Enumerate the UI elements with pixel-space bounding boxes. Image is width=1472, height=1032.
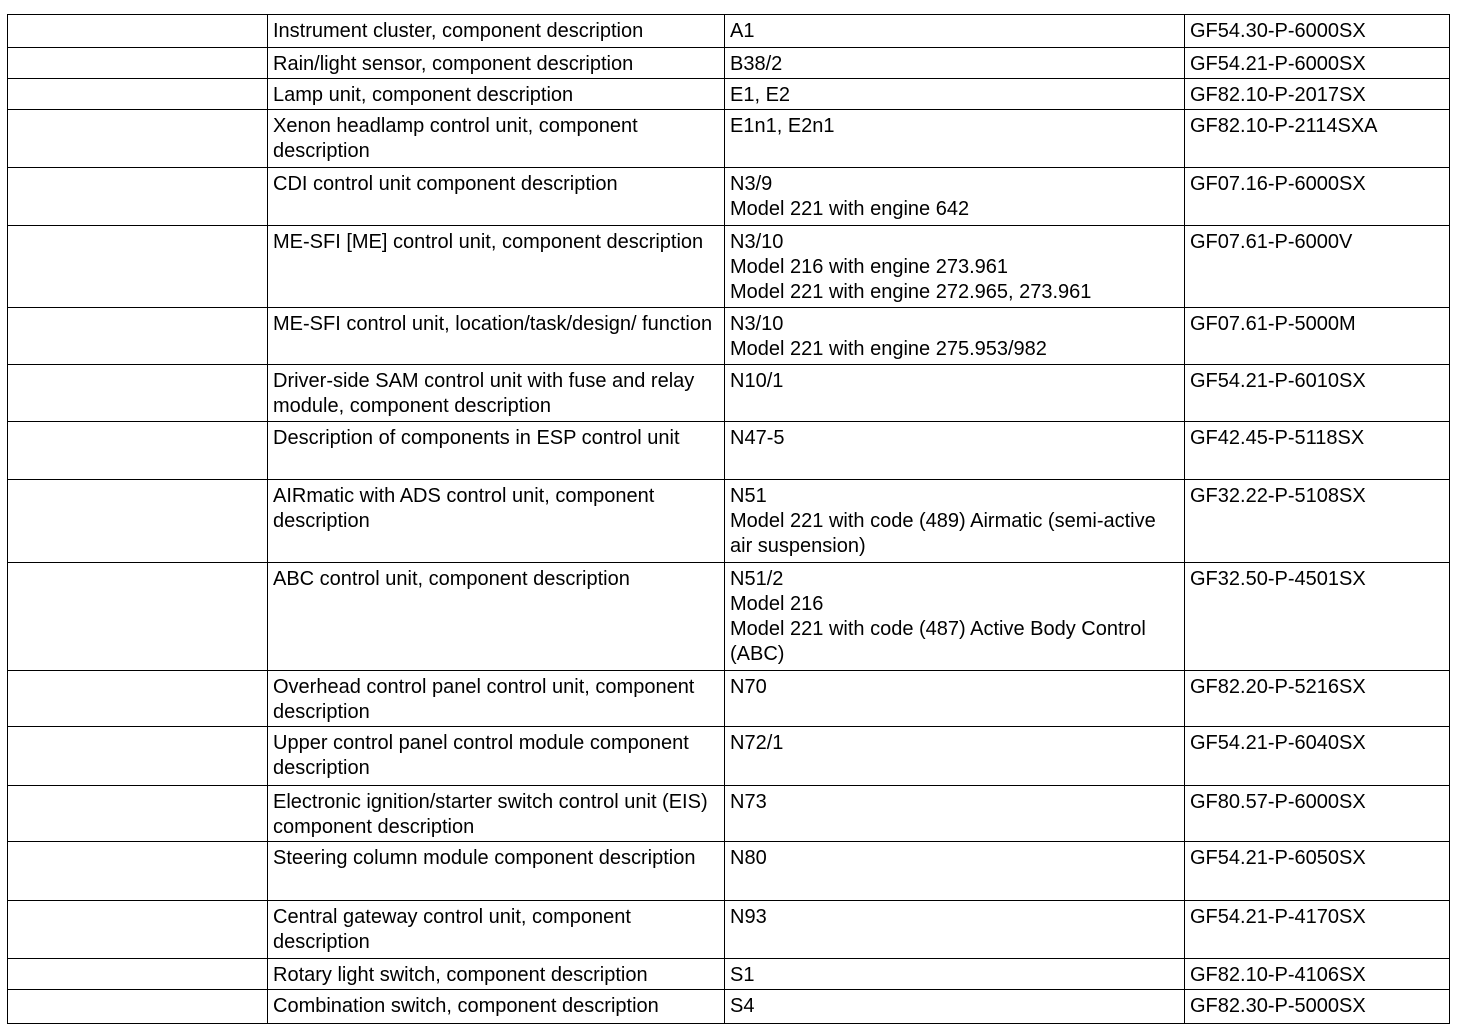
table-row [8,48,1450,79]
document-cell [1185,727,1450,786]
component-cell [725,959,1185,990]
document-number: GF82.10-P-4106SX [1190,964,1366,986]
component-cell [725,168,1185,226]
document-cell [1185,990,1450,1024]
blank-cell [8,563,268,671]
description-text: Rain/light sensor, component description [273,53,634,75]
document-number: GF54.21-P-6010SX [1190,370,1366,392]
table-row [8,959,1450,990]
component-code: N3/10 [730,231,784,253]
component-cell [725,671,1185,727]
description-cell [268,365,725,422]
table-row [8,110,1450,168]
component-cell [725,365,1185,422]
document-number: GF54.30-P-6000SX [1190,20,1366,42]
document-number: GF32.50-P-4501SX [1190,568,1366,590]
document-cell [1185,308,1450,365]
component-code: N3/9 [730,173,773,195]
document-number: GF32.22-P-5108SX [1190,485,1366,507]
document-number: GF82.20-P-5216SX [1190,676,1366,698]
table-row [8,786,1450,842]
description-text: Lamp unit, component description [273,84,574,106]
description-text: Steering column module component description [273,847,696,869]
document-cell [1185,786,1450,842]
document-number: GF54.21-P-6000SX [1190,53,1366,75]
description-cell [268,959,725,990]
document-cell [1185,480,1450,563]
document-cell [1185,110,1450,168]
document-number: GF07.16-P-6000SX [1190,173,1366,195]
document-number: GF80.57-P-6000SX [1190,791,1366,813]
description-cell [268,786,725,842]
table-row [8,15,1450,48]
component-code: N10/1 [730,370,784,392]
table-row [8,842,1450,901]
document-number: GF07.61-P-5000M [1190,313,1356,335]
component-cell [725,422,1185,480]
document-number: GF82.30-P-5000SX [1190,995,1366,1017]
blank-cell [8,480,268,563]
component-note: Model 216 [730,593,824,615]
document-number: GF54.21-P-6050SX [1190,847,1366,869]
blank-cell [8,365,268,422]
description-cell [268,480,725,563]
blank-cell [8,671,268,727]
blank-cell [8,15,268,48]
description-text: Instrument cluster, component description [273,20,644,42]
component-code: A1 [730,20,755,42]
description-text: CDI control unit component description [273,173,618,195]
description-cell [268,901,725,959]
description-cell [268,563,725,671]
component-code: S4 [730,995,755,1017]
description-cell [268,308,725,365]
description-cell [268,727,725,786]
blank-cell [8,901,268,959]
description-text: ME-SFI [ME] control unit, component description [273,231,704,253]
component-note: Model 221 with code (489) Airmatic (semi-active air suspension) [730,510,1156,557]
description-text: AIRmatic with ADS control unit, component description [273,485,655,532]
component-note: Model 221 with engine 272.965, 273.961 [730,281,1092,303]
component-cell [725,990,1185,1024]
description-cell [268,48,725,79]
description-text: Electronic ignition/starter switch control unit (EIS) component description [273,791,708,838]
component-code: N73 [730,791,767,813]
blank-cell [8,168,268,226]
blank-cell [8,727,268,786]
component-code: N70 [730,676,767,698]
document-number: GF42.45-P-5118SX [1190,427,1365,449]
description-cell [268,168,725,226]
component-cell [725,226,1185,308]
description-text: Overhead control panel control unit, component description [273,676,695,723]
component-reference-table [7,14,1450,1024]
component-note: Model 221 with engine 642 [730,198,970,220]
table-row [8,226,1450,308]
table-row [8,480,1450,563]
document-cell [1185,48,1450,79]
blank-cell [8,959,268,990]
document-cell [1185,901,1450,959]
document-number: GF82.10-P-2114SXA [1190,115,1378,137]
description-text: Driver-side SAM control unit with fuse and relay module, component description [273,370,695,417]
component-code: N72/1 [730,732,784,754]
table-row [8,168,1450,226]
document-cell [1185,168,1450,226]
blank-cell [8,990,268,1024]
blank-cell [8,79,268,110]
blank-cell [8,226,268,308]
component-cell [725,563,1185,671]
document-number: GF82.10-P-2017SX [1190,84,1366,106]
document-cell [1185,671,1450,727]
component-code: N51/2 [730,568,784,590]
description-cell [268,990,725,1024]
document-cell [1185,226,1450,308]
component-code: N80 [730,847,767,869]
description-cell [268,79,725,110]
blank-cell [8,842,268,901]
description-text: Xenon headlamp control unit, component description [273,115,638,162]
description-text: Combination switch, component description [273,995,659,1017]
component-cell [725,110,1185,168]
component-cell [725,901,1185,959]
component-code: N51 [730,485,767,507]
description-text: ME-SFI control unit, location/task/design/ function [273,313,713,335]
blank-cell [8,422,268,480]
description-cell [268,110,725,168]
component-code: E1, E2 [730,84,791,106]
document-cell [1185,959,1450,990]
component-note: Model 221 with engine 275.953/982 [730,338,1047,360]
table-row [8,727,1450,786]
document-cell [1185,79,1450,110]
component-code: N3/10 [730,313,784,335]
table-row [8,422,1450,480]
table-row [8,901,1450,959]
table-row [8,79,1450,110]
document-number: GF54.21-P-4170SX [1190,906,1366,928]
table-row [8,563,1450,671]
document-number: GF54.21-P-6040SX [1190,732,1366,754]
component-cell [725,480,1185,563]
table-row [8,308,1450,365]
component-code: S1 [730,964,755,986]
document-cell [1185,15,1450,48]
document-cell [1185,422,1450,480]
component-code: N47-5 [730,427,785,449]
document-cell [1185,563,1450,671]
description-text: ABC control unit, component description [273,568,630,590]
component-cell [725,727,1185,786]
component-cell [725,842,1185,901]
table-row [8,671,1450,727]
component-cell [725,786,1185,842]
description-cell [268,15,725,48]
component-note: Model 216 with engine 273.961 [730,256,1008,278]
component-cell [725,79,1185,110]
description-cell [268,422,725,480]
blank-cell [8,110,268,168]
description-cell [268,842,725,901]
document-cell [1185,842,1450,901]
document-number: GF07.61-P-6000V [1190,231,1353,253]
component-code: B38/2 [730,53,783,75]
description-text: Central gateway control unit, component description [273,906,631,953]
component-code: E1n1, E2n1 [730,115,835,137]
description-text: Upper control panel control module component description [273,732,689,779]
document-cell [1185,365,1450,422]
description-text: Rotary light switch, component description [273,964,648,986]
description-cell [268,226,725,308]
table-row [8,990,1450,1024]
blank-cell [8,786,268,842]
blank-cell [8,48,268,79]
table-row [8,365,1450,422]
table-body [8,15,1450,1024]
component-cell [725,308,1185,365]
component-cell [725,48,1185,79]
component-code: N93 [730,906,767,928]
description-text: Description of components in ESP control unit [273,427,680,449]
component-cell [725,15,1185,48]
blank-cell [8,308,268,365]
description-cell [268,671,725,727]
component-note: Model 221 with code (487) Active Body Control (ABC) [730,618,1146,665]
